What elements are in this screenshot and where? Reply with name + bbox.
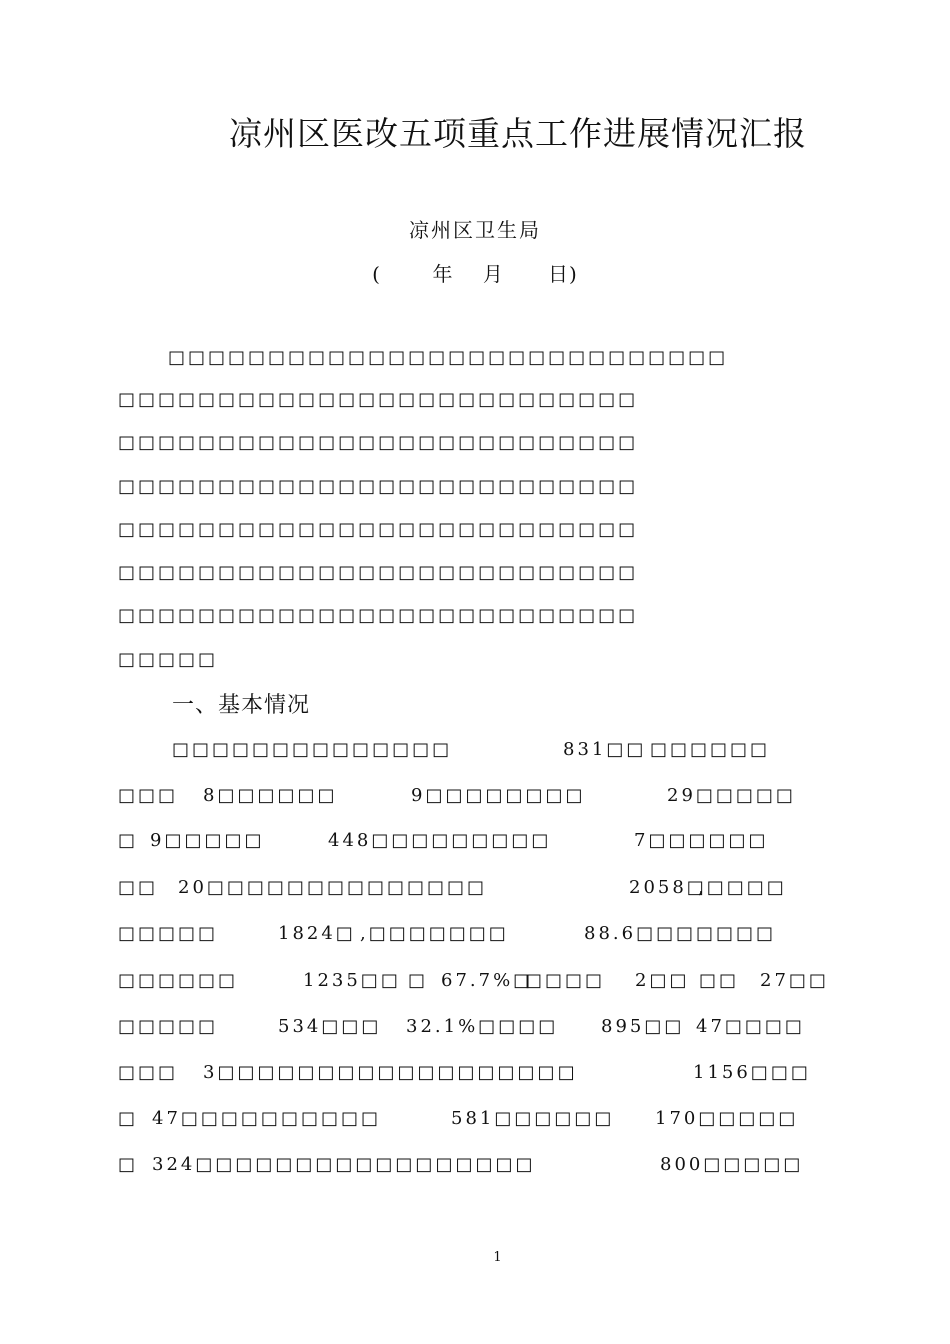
body-text: 47□□□□□□□□□□ xyxy=(152,1108,381,1129)
body-text: 534□□□ xyxy=(278,1016,382,1037)
date-line: ( 年 月 日) xyxy=(372,262,578,286)
body-text: 1235□□ xyxy=(303,970,401,991)
organization-name: 凉州区卫生局 xyxy=(409,218,541,242)
body-text: □ xyxy=(118,830,139,851)
body-text: 895□□ xyxy=(601,1016,685,1037)
intro-line: □□□□□□□□□□□□□□□□□□□□□□□□□□ xyxy=(118,389,639,410)
body-text: ,□□□□ xyxy=(698,877,787,898)
body-text: 47□□□□ xyxy=(696,1016,805,1037)
body-text: □ xyxy=(118,1108,139,1129)
body-text: □□□□□□□□□□□□□□ xyxy=(172,739,453,760)
body-text: □□□ xyxy=(118,1062,179,1083)
body-text: 581□□□□□□ xyxy=(451,1108,615,1129)
body-text: 324□□□□□□□□□□□□□□□□□ xyxy=(152,1154,536,1175)
body-text: 20□□□□□□□□□□□□□□ xyxy=(178,877,487,898)
intro-line: □□□□□□□□□□□□□□□□□□□□□□□□□□□□ xyxy=(168,347,729,368)
body-text: 1824□ xyxy=(278,923,356,944)
body-text: 88.6□□ xyxy=(584,923,677,944)
intro-line: □□□□□□□□□□□□□□□□□□□□□□□□□□ xyxy=(118,605,639,626)
body-text: □□□□□ xyxy=(676,923,777,944)
body-text: □□□□ xyxy=(525,970,606,991)
body-text: 7□□□□□□ xyxy=(634,830,769,851)
body-text: 831□□ xyxy=(563,739,647,760)
body-text: □□□□□ xyxy=(118,1016,219,1037)
body-text: 2□□ xyxy=(635,970,690,991)
body-text: 3□□□□□□□□□□□□□□□□□□ xyxy=(203,1062,578,1083)
body-text: □□ xyxy=(699,970,740,991)
body-text: □□□□□□ xyxy=(118,970,239,991)
intro-line: □□□□□ xyxy=(118,649,219,670)
document-title: 凉州区医改五项重点工作进展情况汇报 xyxy=(229,114,807,153)
body-text: □□ xyxy=(118,877,159,898)
body-text: 1156□□□ xyxy=(693,1062,811,1083)
body-text: 27□□ xyxy=(760,970,829,991)
body-text: 2058□ xyxy=(629,877,707,898)
intro-line: □□□□□□□□□□□□□□□□□□□□□□□□□□ xyxy=(118,519,639,540)
body-text: □ xyxy=(118,1154,139,1175)
page-number: 1 xyxy=(493,1250,502,1265)
body-text: □ xyxy=(408,970,429,991)
body-text: 170□□□□□ xyxy=(655,1108,799,1129)
body-text: 448□□□□□□□□□ xyxy=(328,830,552,851)
body-text: ,□□□□□□□ xyxy=(360,923,509,944)
body-text: 8□□□□□□ xyxy=(203,785,338,806)
body-text: □□□□□□ xyxy=(650,739,771,760)
intro-line: □□□□□□□□□□□□□□□□□□□□□□□□□□ xyxy=(118,476,639,497)
body-text: 67.7%□ xyxy=(441,970,534,991)
intro-line: □□□□□□□□□□□□□□□□□□□□□□□□□□ xyxy=(118,562,639,583)
body-text: 29□□□□□ xyxy=(667,785,796,806)
intro-line: □□□□□□□□□□□□□□□□□□□□□□□□□□ xyxy=(118,432,639,453)
section-heading: 一、基本情况 xyxy=(172,693,311,718)
body-text: □□□□□ xyxy=(118,923,219,944)
body-text: 800□□□□□ xyxy=(660,1154,804,1175)
body-text: 9□□□□□ xyxy=(150,830,265,851)
body-text: 9□□□□□□□□ xyxy=(411,785,586,806)
body-text: □□□ xyxy=(118,785,179,806)
body-text: 32.1%□□□□ xyxy=(406,1016,559,1037)
